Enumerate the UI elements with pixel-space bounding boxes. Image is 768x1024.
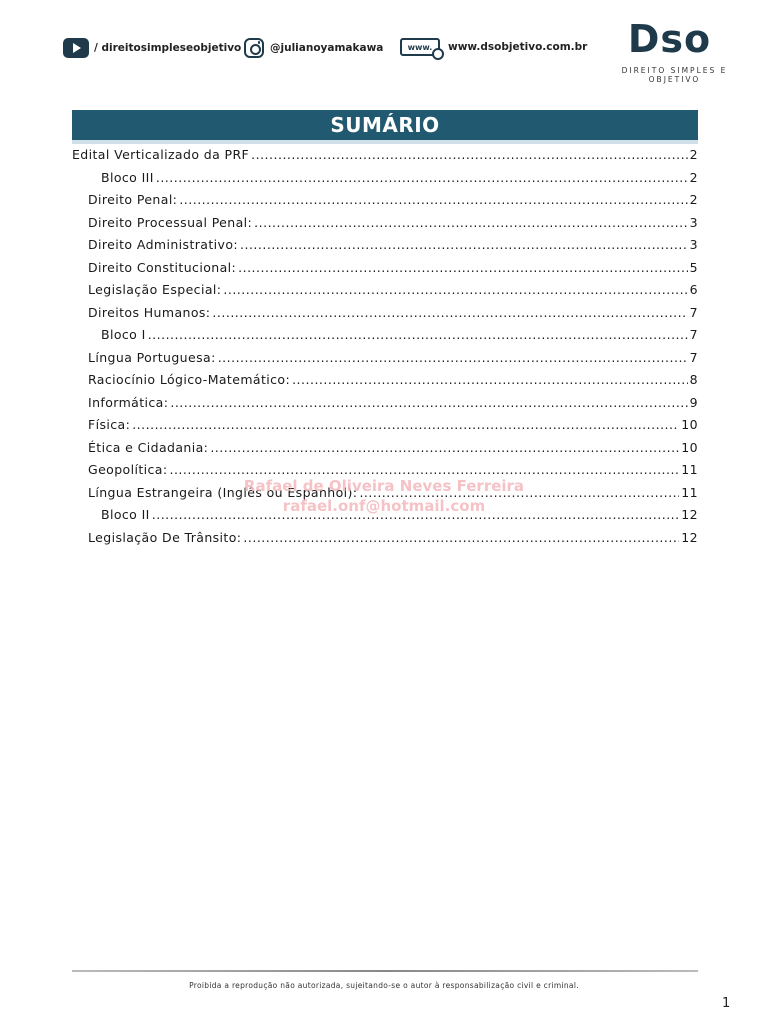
toc-entry-page: 2	[689, 169, 698, 185]
toc-entry-label: Raciocínio Lógico-Matemático:	[88, 372, 291, 387]
youtube-link[interactable]	[63, 38, 241, 58]
youtube-icon	[63, 38, 89, 58]
toc-entry-page: 3	[689, 237, 698, 252]
toc-entry[interactable]	[72, 170, 698, 193]
toc-entry-page: 3	[689, 214, 698, 230]
toc-entry-label: Ética e Cidadania:	[88, 439, 209, 455]
toc-entry-page: 7	[689, 304, 698, 320]
toc-dot-leader	[240, 237, 688, 252]
toc-entry-label: Legislação De Trânsito:	[88, 529, 242, 545]
toc-entry[interactable]	[72, 192, 698, 215]
www-icon-label: www.	[407, 42, 433, 52]
toc-entry-label: Legislação Especial:	[88, 282, 222, 297]
toc-dot-leader	[251, 147, 688, 162]
toc-dot-leader	[156, 170, 688, 185]
logo-tagline: DIREITO SIMPLES E OBJETIVO	[621, 66, 728, 84]
toc-entry[interactable]	[72, 237, 698, 260]
toc-dot-leader	[169, 462, 679, 477]
toc-entry-page: 7	[689, 349, 698, 365]
watermark-name: Rafael de Oliveira Neves Ferreira	[243, 477, 525, 495]
toc-dot-leader	[254, 215, 687, 230]
toc-entry-label: Edital Verticalizado da PRF	[72, 147, 250, 162]
toc-entry[interactable]	[72, 530, 698, 553]
globe-www-icon	[400, 38, 440, 56]
watermark-email: rafael.onf@hotmail.com	[282, 497, 486, 515]
page-number: 1	[722, 996, 731, 1011]
toc-entry-label: Direitos Humanos:	[88, 304, 211, 320]
toc-entry[interactable]	[72, 215, 698, 238]
toc-entry-page: 8	[689, 372, 698, 387]
instagram-icon	[244, 38, 264, 58]
toc-entry[interactable]	[72, 350, 698, 373]
instagram-handle: @julianoyamakawa	[270, 42, 384, 54]
toc-dot-leader	[210, 440, 679, 455]
toc-dot-leader	[132, 417, 679, 432]
toc-entry-page: 2	[689, 192, 698, 207]
youtube-handle: / direitosimpleseobjetivo	[94, 42, 242, 54]
toc-entry-page: 7	[689, 327, 698, 342]
toc-dot-leader	[218, 350, 688, 365]
website-url: www.dsobjetivo.com.br	[448, 41, 588, 53]
toc-entry-label: Direito Administrativo:	[88, 237, 239, 252]
footer-divider	[72, 970, 698, 972]
footer-notice: Proibida a reprodução não autorizada, sujeitando-se o autor à responsabilização civil e criminal.	[189, 981, 579, 990]
toc-entry[interactable]	[72, 327, 698, 350]
toc-entry[interactable]	[72, 440, 698, 463]
toc-entry[interactable]	[72, 260, 698, 283]
instagram-link[interactable]	[244, 38, 383, 58]
toc-entry-page: 10	[681, 439, 698, 455]
toc-entry[interactable]	[72, 417, 698, 440]
toc-entry-page: 10	[681, 417, 698, 432]
toc-dot-leader	[148, 327, 688, 342]
toc-entry-page: 2	[689, 147, 698, 162]
toc-entry-page: 12	[681, 529, 698, 545]
toc-entry-label: Direito Constitucional:	[88, 259, 237, 275]
toc-dot-leader	[243, 530, 679, 545]
toc-entry[interactable]	[72, 305, 698, 328]
toc-dot-leader	[179, 192, 687, 207]
toc-entry-label: Direito Processual Penal:	[88, 214, 253, 230]
page-title: SUMÁRIO	[72, 110, 698, 144]
toc-entry-label: Língua Portuguesa:	[88, 349, 216, 365]
page-header	[0, 0, 768, 100]
toc-entry-page: 11	[681, 462, 698, 477]
toc-dot-leader	[223, 282, 687, 297]
toc-entry-label: Física:	[88, 417, 131, 432]
toc-entry-label: Língua Estrangeira (Inglês ou Espanhol):	[88, 484, 358, 500]
toc-entry-page: 11	[681, 484, 698, 500]
website-link[interactable]	[400, 38, 587, 56]
toc-entry-label: Bloco III	[101, 169, 154, 185]
toc-entry-label: Bloco I	[101, 327, 146, 342]
toc-entry[interactable]	[72, 372, 698, 395]
toc-entry-page: 9	[689, 394, 698, 410]
toc-entry[interactable]	[72, 147, 698, 170]
toc-dot-leader	[292, 372, 688, 387]
toc-entry-label: Geopolítica:	[88, 462, 168, 477]
toc-entry-label: Informática:	[88, 394, 169, 410]
toc-entry[interactable]	[72, 395, 698, 418]
logo-wordmark: Dso	[627, 17, 712, 61]
toc-entry[interactable]	[72, 282, 698, 305]
toc-entry-page: 12	[681, 507, 698, 522]
toc-entry-page: 5	[689, 259, 698, 275]
brand-logo	[602, 18, 747, 84]
toc-entry-label: Bloco II	[101, 507, 150, 522]
toc-entry-label: Direito Penal:	[88, 192, 178, 207]
toc-dot-leader	[238, 260, 688, 275]
toc-dot-leader	[170, 395, 687, 410]
toc-entry-page: 6	[689, 282, 698, 297]
toc-dot-leader	[212, 305, 687, 320]
